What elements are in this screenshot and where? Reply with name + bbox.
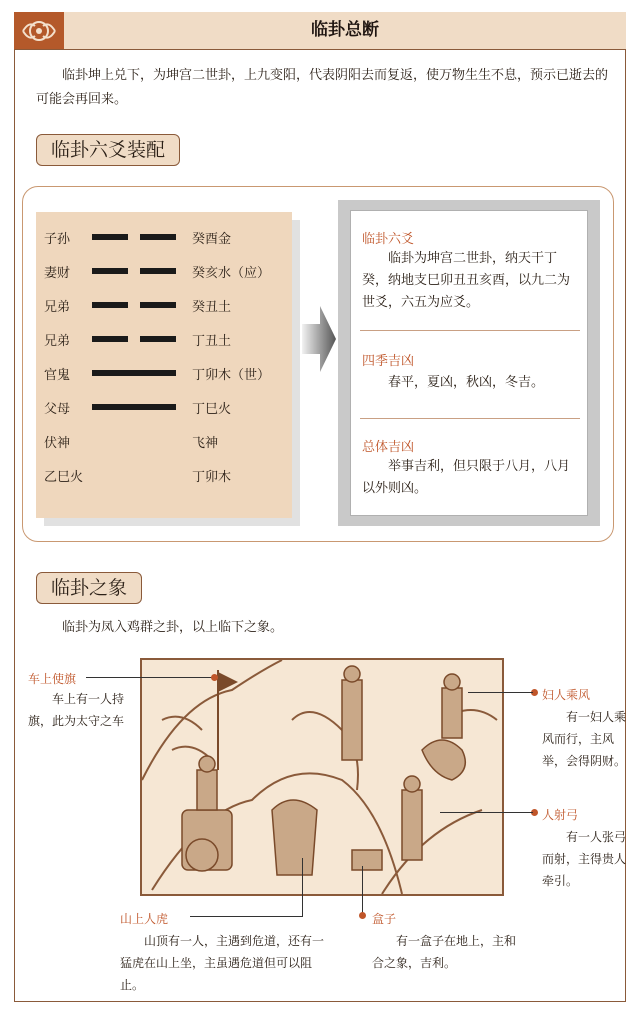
info-divider — [360, 330, 580, 331]
zongti-title: 总体吉凶 — [362, 440, 415, 455]
yang-line — [92, 370, 176, 376]
annotation-leader — [190, 916, 303, 917]
annotation-title-wind: 妇人乘风 — [542, 688, 591, 702]
yang-line — [92, 404, 176, 410]
yao-relation: 妻财 — [44, 266, 71, 281]
gua-box — [36, 212, 292, 518]
yao-najia: 癸丑土 — [192, 300, 232, 315]
page-header — [14, 12, 626, 50]
info-divider — [360, 418, 580, 419]
yao-row — [44, 254, 290, 288]
fushen-header-row — [44, 424, 290, 458]
annotation-leader — [362, 866, 363, 916]
yao-najia: 丁卯木（世） — [192, 368, 271, 383]
yao-najia: 癸酉金 — [192, 232, 232, 247]
fushen-value-row — [44, 458, 290, 492]
yao-relation: 父母 — [44, 402, 71, 417]
annotation-text-box: 有一盒子在地上，主和合之象，吉利。 — [372, 934, 517, 970]
annotation-dot — [211, 674, 218, 681]
yin-line-segment — [92, 234, 128, 240]
yin-line-segment — [140, 336, 176, 342]
image-description: 临卦为凤入鸡群之卦，以上临下之象。 — [62, 620, 284, 635]
yao-relation: 官鬼 — [44, 368, 71, 383]
yao-najia: 丁巳火 — [192, 402, 232, 417]
yin-line-segment — [92, 302, 128, 308]
siji-title: 四季吉凶 — [362, 354, 415, 369]
annotation-leader — [440, 812, 533, 813]
annotation-leader — [86, 677, 214, 678]
annotation-title-archer: 人射弓 — [542, 808, 579, 822]
yao-row — [44, 356, 290, 390]
yao-relation: 兄弟 — [44, 334, 71, 349]
yin-line-segment — [92, 336, 128, 342]
yao-row — [44, 390, 290, 424]
yao-relation: 兄弟 — [44, 300, 71, 315]
annotation-title-box: 盒子 — [372, 912, 397, 926]
annotation-title-flag: 车上使旗 — [28, 672, 77, 686]
yao-relation: 子孙 — [44, 232, 71, 247]
annotation-text-flag: 车上有一人持旗，此为太守之车 — [28, 692, 125, 728]
yin-line-segment — [140, 268, 176, 274]
liuyao-text: 临卦为坤宫二世卦，纳天干丁癸，纳地支巳卯丑丑亥酉，以九二为世爻，六五为应爻。 — [362, 251, 571, 310]
yao-row — [44, 322, 290, 356]
yin-line-segment — [140, 234, 176, 240]
fushen-label: 伏神 — [44, 436, 71, 451]
intro-paragraph: 临卦坤上兑下，为坤宫二世卦，上九变阳，代表阴阳去而复返，使万物生生不息，预示已逝去的可能会再回来。 — [36, 68, 609, 107]
yao-row — [44, 220, 290, 254]
annotation-leader — [302, 858, 303, 916]
liuyao-title: 临卦六爻 — [362, 232, 415, 247]
woodcut-illustration — [140, 658, 504, 896]
annotation-text-tiger: 山顶有一人，主遇到危道，还有一猛虎在山上坐，主虽遇危道但可以阻止。 — [120, 934, 325, 992]
fushen-value: 乙巳火 — [44, 470, 84, 485]
yin-line-segment — [140, 302, 176, 308]
annotation-text-archer: 有一人张弓而射，主得贵人牵引。 — [542, 830, 627, 888]
yao-najia: 癸亥水（应） — [192, 266, 271, 281]
annotation-leader — [468, 692, 533, 693]
feishen-label: 飞神 — [192, 436, 219, 451]
annotation-dot — [359, 912, 366, 919]
zongti-text: 举事吉利，但只限于八月，八月以外则凶。 — [362, 459, 571, 496]
yin-line-segment — [92, 268, 128, 274]
section-title-yao: 临卦六爻装配 — [36, 134, 180, 166]
logo-icon — [14, 12, 64, 49]
page-title: 临卦总断 — [311, 20, 379, 40]
annotation-title-tiger: 山上人虎 — [120, 912, 169, 926]
annotation-text-wind: 有一妇人乘风而行，主风举，会得阴财。 — [542, 710, 627, 768]
yao-najia: 丁丑土 — [192, 334, 232, 349]
feishen-value: 丁卯木 — [192, 470, 232, 485]
yao-row — [44, 288, 290, 322]
arrow-right-icon — [302, 306, 336, 372]
siji-text: 春平，夏凶，秋凶，冬吉。 — [388, 375, 545, 390]
section-title-image: 临卦之象 — [36, 572, 142, 604]
